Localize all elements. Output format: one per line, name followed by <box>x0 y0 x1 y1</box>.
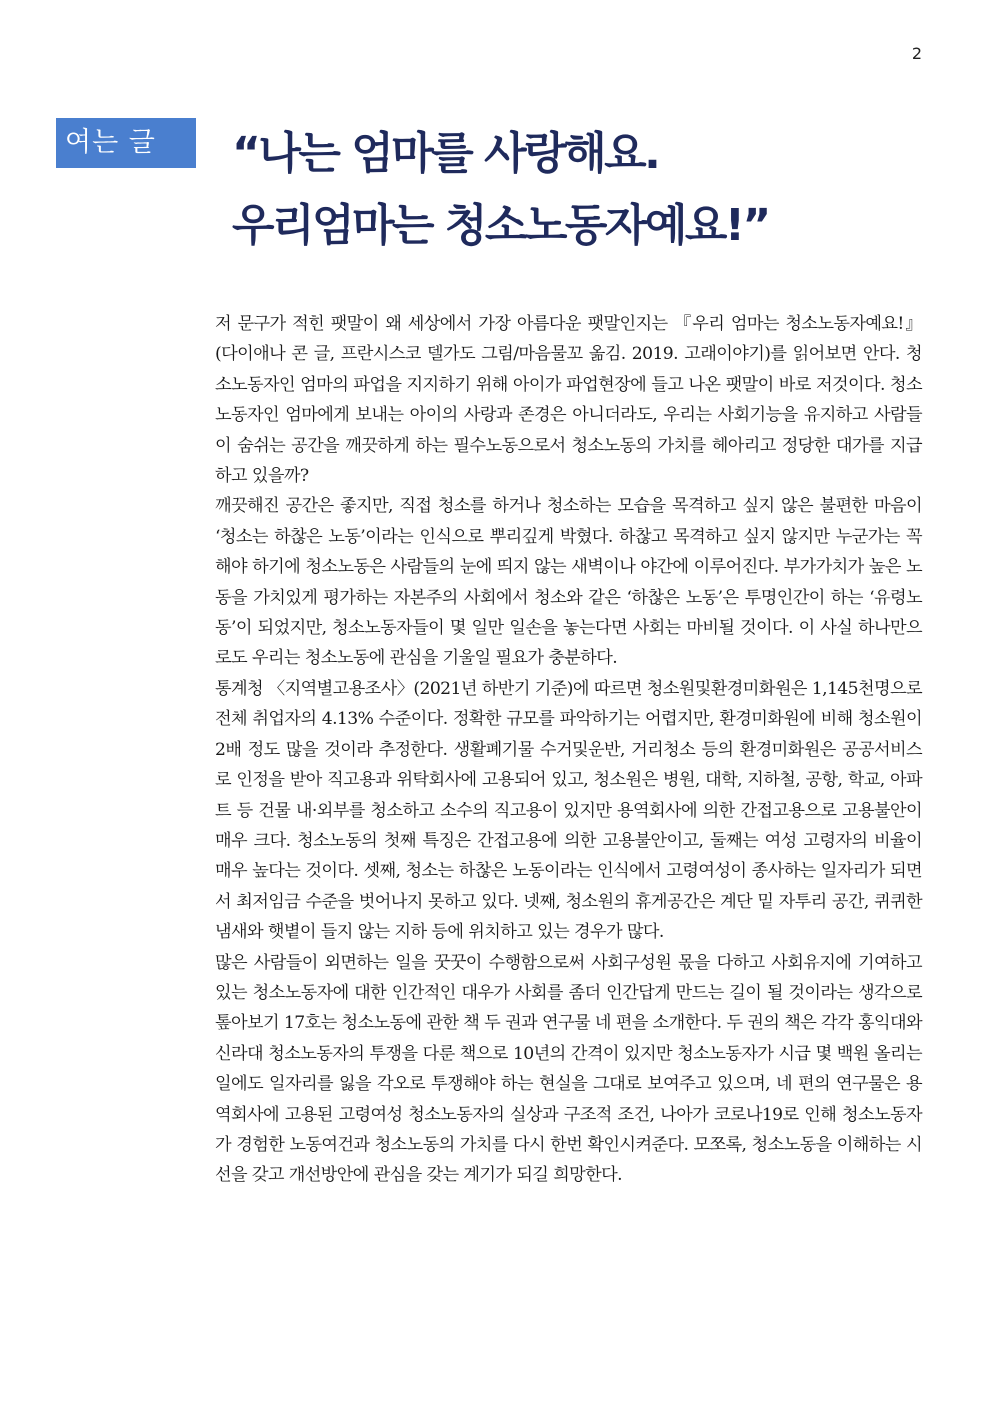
paragraph: 많은 사람들이 외면하는 일을 꿋꿋이 수행함으로써 사회구성원 몫을 다하고 사회유지에 기여하고 있는 청소노동자에 대한 인간적인 대우가 사회를 좀더 인간답게 만드는 길이 될 것이라는 생각으로 톺아보기 17호는 청소노동에 관한 책 두 권과 연구물 네 편을 소개한다. 두 권의 책은 각각 홍익대와 신라대 청소노동자의 투쟁을 다룬 책으로 10년의 간격이 있지만 청소노동자가 시급 몇 백원 올리는 일에도 일자리를 잃을 각오로 투쟁해야 하는 현실을 그대로 보여주고 있으며, 네 편의 연구물은 용역회사에 고용된 고령여성 청소노동자의 실상과 구조적 조건, 나아가 코로나19로 인해 청소노동자가 경험한 노동여건과 청소노동의 가치를 다시 한번 확인시켜준다. 모쪼록, 청소노동을 이해하는 시선을 갖고 개선방안에 관심을 갖는 계기가 되길 희망한다. <box>215 952 922 1186</box>
paragraph: 깨끗해진 공간은 좋지만, 직접 청소를 하거나 청소하는 모습을 목격하고 싶지 않은 불편한 마음이 ‘청소는 하찮은 노동’이라는 인식으로 뿌리깊게 박혔다. 하찮고 목격하고 싶지 않지만 누군가는 꼭 해야 하기에 청소노동은 사람들의 눈에 띄지 않는 새벽이나 야간에 이루어진다. 부가가치가 높은 노동을 가치있게 평가하는 자본주의 사회에서 청소와 같은 ‘하찮은 노동’은 투명인간이 하는 ‘유령노동’이 되었지만, 청소노동자들이 몇 일만 일손을 놓는다면 사회는 마비될 것이다. 이 사실 하나만으로도 우리는 청소노동에 관심을 기울일 필요가 충분하다. <box>215 496 922 669</box>
paragraph: 저 문구가 적힌 팻말이 왜 세상에서 가장 아름다운 팻말인지는 『우리 엄마는 청소노동자예요!』(다이애나 콘 글, 프란시스코 델가도 그림/마음물꼬 옮김. 2019. 고래이야기)를 읽어보면 안다. 청소노동자인 엄마의 파업을 지지하기 위해 아이가 파업현장에 들고 나온 팻말이 바로 저것이다. 청소노동자인 엄마에게 보내는 아이의 사랑과 존경은 아니더라도, 우리는 사회기능을 유지하고 사람들이 숨쉬는 공간을 깨끗하게 하는 필수노동으로서 청소노동의 가치를 헤아리고 정당한 대가를 지급하고 있을까? <box>215 314 922 487</box>
body-text <box>215 309 922 1191</box>
page-number: 2 <box>911 44 922 63</box>
page-title <box>232 118 932 262</box>
section-badge: 여는 글 <box>56 118 196 168</box>
paragraph: 통계청 〈지역별고용조사〉(2021년 하반기 기준)에 따르면 청소원및환경미화원은 1,145천명으로 전체 취업자의 4.13% 수준이다. 정확한 규모를 파악하기는 어렵지만, 환경미화원에 비해 청소원이 2배 정도 많을 것이라 추정한다. 생활폐기물 수거및운반, 거리청소 등의 환경미화원은 공공서비스로 인정을 받아 직고용과 위탁회사에 고용되어 있고, 청소원은 병원, 대학, 지하철, 공항, 학교, 아파트 등 건물 내·외부를 청소하고 소수의 직고용이 있지만 용역회사에 의한 간접고용으로 고용불안이 매우 크다. 청소노동의 첫째 특징은 간접고용에 의한 고용불안이고, 둘째는 여성 고령자의 비율이 매우 높다는 것이다. 셋째, 청소는 하찮은 노동이라는 인식에서 고령여성이 종사하는 일자리가 되면서 최저임금 수준을 벗어나지 못하고 있다. 넷째, 청소원의 휴게공간은 계단 밑 자투리 공간, 퀴퀴한 냄새와 햇볕이 들지 않는 지하 등에 위치하고 있는 경우가 많다. <box>215 678 922 943</box>
headline-line-1: “나는 엄마를 사랑해요. <box>232 128 659 179</box>
headline-line-2: 우리엄마는 청소노동자예요!” <box>232 200 769 251</box>
